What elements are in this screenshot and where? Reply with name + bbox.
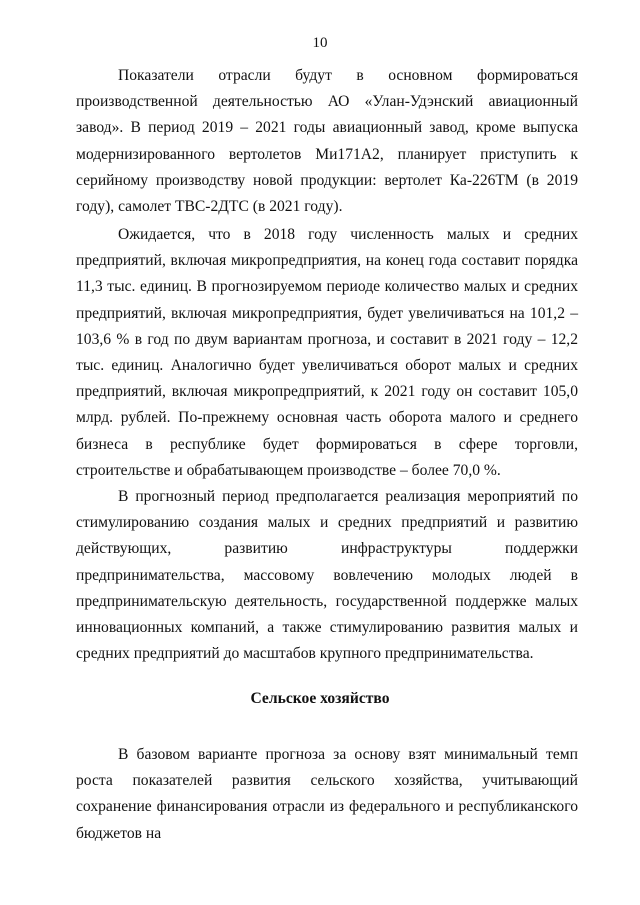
paragraph-small-business-support: В прогнозный период предполагается реализация мероприятий по стимулированию создания малых и средних предприятий и развитию действующих, развитию инфраструктуры поддержки предпринимательства, массовому вовлечению молодых людей в предпринимательскую деятельность, государственной поддержке малых инновационных компаний, а также стимулированию развития малых и средних предприятий до масштабов крупного предпринимательства. — [76, 488, 578, 663]
paragraph-agriculture-forecast: В базовом варианте прогноза за основу взят минимальный темп роста показателей развития сельского хозяйства, учитывающий сохранение финансирования отрасли из федерального и республиканского бюджетов на — [76, 746, 578, 842]
page-number: 10 — [312, 35, 328, 51]
paragraph-small-business-count: Ожидается, что в 2018 году численность малых и средних предприятий, включая микропредприятия, на конец года составит порядка 11,3 тыс. единиц. В прогнозируемом периоде количество малых и средних предприятий, включая микропредприятия, будет увеличиваться на 101,2 – 103,6 % в год по двум вариантам прогноза, и составит в 2021 году – 12,2 тыс. единиц. Аналогично будет увеличиваться оборот малых и средних предприятий, включая микропредприятий, к 2021 году он составит 105,0 млрд. рублей. По-прежнему основная часть оборота малого и среднего бизнеса в республике будет формироваться в сфере торговли, строительстве и обрабатывающем производстве – более 70,0 %. — [76, 226, 578, 479]
paragraph-aviation-industry: Показатели отрасли будут в основном формироваться производственной деятельностью АО «Улан-Удэнский авиационный завод». В период 2019 – 2021 годы авиационный завод, кроме выпуска модернизированного вертолетов Ми171А2, планирует приступить к серийному производству новой продукции: вертолет Ка-226ТМ (в 2019 году), самолет ТВС-2ДТС (в 2021 году). — [76, 67, 578, 216]
section-heading-agriculture: Сельское хозяйство — [250, 690, 390, 707]
